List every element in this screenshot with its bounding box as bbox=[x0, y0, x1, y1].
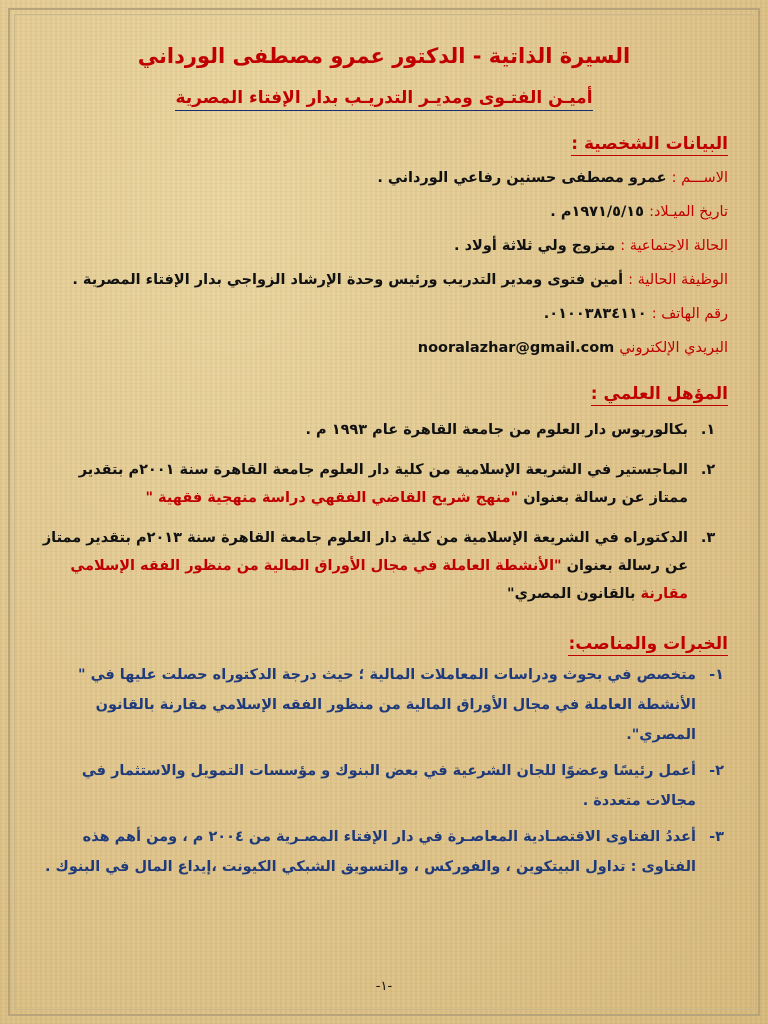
name-value: عمرو مصطفى حسنين رفاعي الورداني . bbox=[377, 170, 667, 186]
experience-item bbox=[40, 660, 728, 750]
qualification-item bbox=[40, 456, 728, 512]
phone-row bbox=[40, 304, 728, 324]
experience-number: ٣- bbox=[709, 829, 724, 845]
thesis-title: "منهج شريح القاضي الفقهي دراسة منهجية فقهية " bbox=[145, 490, 519, 506]
job-value: أمين فتوى ومدير التدريب ورئيس وحدة الإرشاد الزواجي بدار الإفتاء المصرية . bbox=[72, 272, 624, 288]
subtitle bbox=[40, 88, 728, 108]
qualification-text: الماجستير في الشريعة الإسلامية من كلية دار العلوم جامعة القاهرة سنة ٢٠٠١م بتقدير ممتاز عن رسالة بعنوان bbox=[78, 462, 688, 506]
experience-item bbox=[40, 822, 728, 882]
birth-label: تاريخ الميـلاد: bbox=[649, 204, 728, 220]
thesis-tail: بالقانون المصري" bbox=[507, 586, 636, 602]
job-label: الوظيفة الحالية : bbox=[628, 272, 728, 288]
birth-row bbox=[40, 202, 728, 222]
phone-label: رقم الهاتف : bbox=[651, 306, 728, 322]
qualification-item bbox=[40, 416, 728, 444]
name-row bbox=[40, 168, 728, 188]
experience-text: أعمل رئيسًا وعضوًا للجان الشرعية في بعض البنوك و مؤسسات التمويل والاستثمار في مجالات متعددة . bbox=[81, 763, 696, 809]
qualification-body bbox=[40, 456, 688, 512]
name-label: الاســـم : bbox=[671, 170, 728, 186]
email-label: البريدي الإلكتروني bbox=[619, 340, 728, 356]
experience-text: متخصص في بحوث ودراسات المعاملات المالية ؛ حيث درجة الدكتوراه حصلت عليها في " الأنشطة العاملة في مجال الأوراق المالية من منظور الفقه الإسلامي مقارنة بالقانون المصري". bbox=[77, 667, 696, 743]
thesis-title: "الأنشطة العاملة في مجال الأوراق المالية من منظور الفقه الإسلامي مقارنة bbox=[70, 558, 688, 602]
page-number: -١- bbox=[375, 979, 393, 994]
marital-row bbox=[40, 236, 728, 256]
qualification-number: ١. bbox=[700, 422, 716, 438]
document-title: السيرة الذاتية - الدكتور عمرو مصطفى الورداني bbox=[137, 44, 631, 68]
document-page bbox=[40, 44, 728, 994]
job-row bbox=[40, 270, 728, 290]
experience-text: أعددُ الفتاوى الاقتصـادية المعاصـرة في دار الإفتاء المصـرية من ٢٠٠٤ م ، ومن أهم هذه الفتاوى : تداول البيتكوين ، والفوركس ، والتسويق الشبكي الكيونت ،إيداع المال في البنوك . bbox=[45, 829, 696, 875]
experience-number: ١- bbox=[709, 667, 724, 683]
experience-number: ٢- bbox=[709, 763, 724, 779]
qualification-number: ٣. bbox=[700, 530, 716, 546]
qualification-body bbox=[40, 524, 688, 608]
marital-value: متزوج ولي ثلاثة أولاد . bbox=[454, 238, 616, 254]
phone-value: ٠١٠٠٣٨٣٤١١٠. bbox=[543, 306, 647, 322]
qualification-text: بكالوريوس دار العلوم من جامعة القاهرة عام ١٩٩٣ م . bbox=[305, 422, 688, 438]
birth-value: ١٩٧١/٥/١٥م . bbox=[550, 204, 645, 220]
subtitle-text: أميـن الفتـوى ومديـر التدريـب بدار الإفتاء المصرية bbox=[175, 88, 592, 111]
email-value[interactable]: nooralazhar@gmail.com bbox=[417, 340, 615, 356]
personal-section-heading: البيانات الشخصية : bbox=[571, 134, 728, 154]
qualifications-heading: المؤهل العلمي : bbox=[590, 384, 728, 404]
qualification-item bbox=[40, 524, 728, 608]
experience-item bbox=[40, 756, 728, 816]
experience-heading: الخبرات والمناصب: bbox=[568, 634, 728, 654]
qualification-text: الدكتوراه في الشريعة الإسلامية من كلية دار العلوم جامعة القاهرة سنة ٢٠١٣م بتقدير ممتاز عن رسالة بعنوان bbox=[42, 530, 688, 574]
email-row bbox=[40, 338, 728, 358]
marital-label: الحالة الاجتماعية : bbox=[620, 238, 728, 254]
qualification-number: ٢. bbox=[700, 462, 716, 478]
